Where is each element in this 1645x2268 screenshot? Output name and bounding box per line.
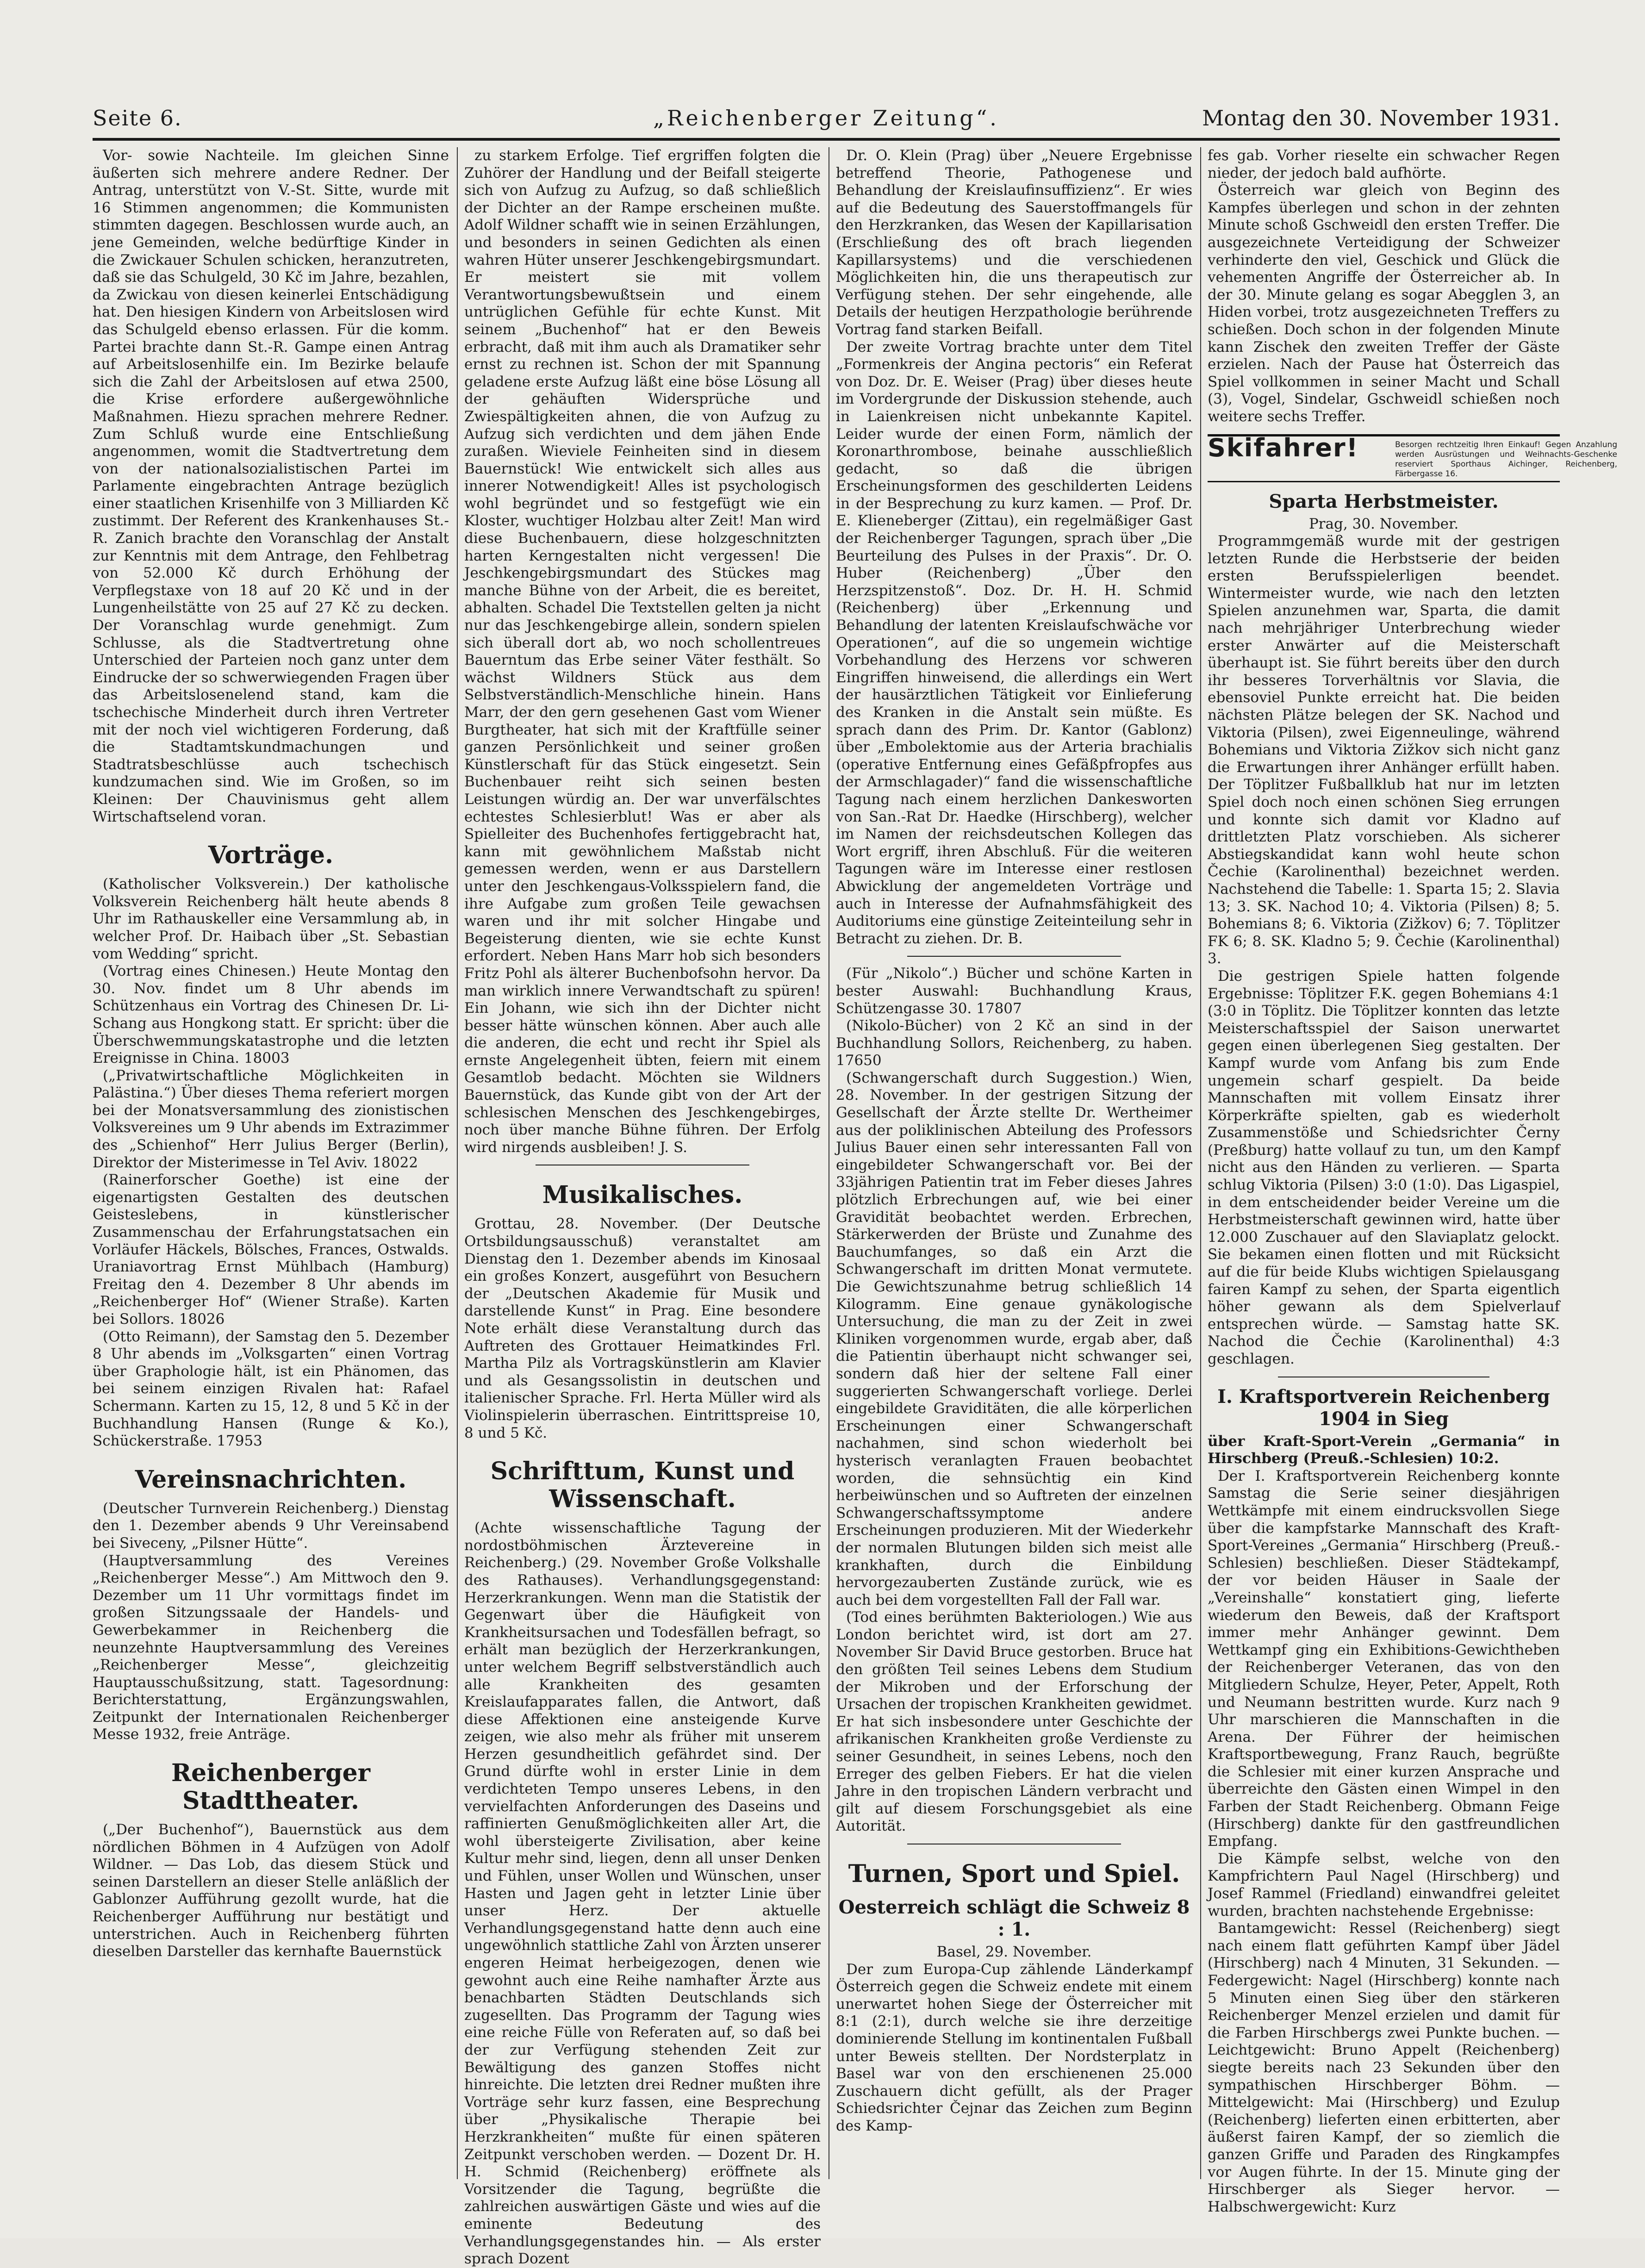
dateline: Basel, 29. November. [936, 1944, 1092, 1960]
advertisement [1208, 433, 1617, 482]
section-heading-theater: Reichenberger Stadttheater. [171, 1759, 371, 1815]
article-text: Österreich war gleich von Beginn des Kampfes überlegen und schon in der zehnten Minute schoß Gschweidl den ersten Treffer. Die ausgezeichnete Verteidigung der Schweizer verhinderte den viel, Geschick und Glück die vehementen Angriffe der Österreicher ab. In der 30. Minute gelang es sogar Abegglen 3, an Hiden vorbei, trotz ausgezeichneten Treffers zu schießen. Doch schon in der folgenden Minute kann Zischek den zweiten Treffer der Gäste erzielen. Nach der Pause hat Österreich das Spiel vollkommen in seiner Macht und Schall (3), Vogel, Sindelar, Gschweidl schießen noch weitere sechs Treffer. [1208, 182, 1560, 425]
section-heading-musik: Musikalisches. [542, 1181, 743, 1209]
article-text: Der I. Kraftsportverein Reichenberg konnte Samstag die Serie seiner diesjährigen Wettkämpfe mit einem eindrucksvollen Siege über die kampfstarke Mannschaft des Kraft-Sport-Vereines „Germania“ Hirschberg (Preuß.-Schlesien) beschließen. Dieser Städtekampf, der vor beiden Häuser in Saale der „Vereinshalle“ konstatiert ging, lieferte wiederum den Beweis, daß der Kraftsport immer mehr Anhänger gewinnt. Dem Wettkampf ging ein Exhibitions-Gewichtheben der Reichenberger Veteranen, das von den Mitgliedern Schulze, Heyer, Peter, Appelt, Roth und Neumann bestritten wurde. Kurz nach 9 Uhr marschieren die Mannschaften in die Arena. Der Führer der heimischen Kraftsportbewegung, Franz Rauch, begrüßte die Schlesier mit einer kurzen Ansprache und überreichte den Gästen einen Wimpel in den Farben der Stadt Reichenberg. Obmann Feige (Hirschberg) dankte für den gastfreundlichen Empfang. [1208, 1467, 1560, 1850]
notice: Grottau, 28. November. (Der Deutsche Ortsbildungsausschuß) veranstaltet am Dienstag den 1. Dezember abends im Kinosaal ein großes Konzert, ausgeführt von Besuchern der „Deutschen Akademie für Musik und darstellende Kunst“ in Prag. Eine besondere Note erhält diese Veranstaltung durch das Auftreten des Grottauer Heimatkindes Frl. Martha Pilz als Vortragskünstlerin am Klavier und als Gesangssolistin in deutschen und italienischer Sprache. Frl. Herta Müller wird als Violinspielerin überraschen. Eintrittspreise 10, 8 und 5 Kč. [464, 1215, 821, 1441]
section-heading-vortraege: Vorträge. [208, 841, 334, 870]
section-heading-vereine: Vereinsnachrichten. [135, 1465, 407, 1494]
column-divider [457, 147, 458, 2179]
notice: (Otto Reimann), der Samstag den 5. Dezember 8 Uhr abends im „Volksgarten“ einen Vortrag über Graphologie hält, ist ein Phänomen, das bei seinem einzigen Rivalen hat: Rafael Schermann. Karten zu 15, 12, 8 und 5 Kč in der Buchhandlung Hansen (Runge & Ko.), Schückerstraße. 17953 [93, 1328, 449, 1450]
section-heading-sport: Turnen, Sport und Spiel. [848, 1860, 1180, 1888]
column-3 [836, 147, 1192, 2184]
divider [907, 956, 1121, 957]
dateline: Prag, 30. November. [1309, 515, 1459, 532]
notice: (Rainerforscher Goethe) ist eine der eigenartigsten Gestalten des deutschen Geisteslebens, in künstlerischer Zusammenschau der Erfahrungstatsachen ein Vorläufer Häckels, Bölsches, Frances, Ostwalds. Uraniavortrag Ernst Mühlbach (Hamburg) Freitag den 4. Dezember 8 Uhr abends im „Reichenberger Hof“ (Wiener Straße). Karten bei Sollors. 18026 [93, 1171, 449, 1327]
news-item: (Schwangerschaft durch Suggestion.) Wien, 28. November. In der gestrigen Sitzung der Gesellschaft der Ärzte stellte Dr. Wertheimer aus der poliklinischen Abteilung des Professors Julius Bauer einen sehr interessanten Fall von eingebildeter Schwangerschaft vor. Bei der 33jährigen Patientin trat im Feber dieses Jahres plötzlich Erbrechungen auf, wie bei einer Gravidität beobachtet werden. Erbrechen, Stärkerwerden der Brüste und Zunahme des Bauchumfanges, so daß ein Arzt die Schwangerschaft im dritten Monat vermutete. Die Gewichtszunahme betrug schließlich 14 Kilogramm. Eine genaue gynäkologische Untersuchung, die man zu der Zeit in zwei Kliniken vorgenommen wurde, ergab aber, daß die Patientin überhaupt nicht schwanger sei, sondern daß hier der seltene Fall einer suggerierten Schwangerschaft vorliege. Derlei eingebildete Graviditäten, die alle körperlichen Erscheinungen einer Schwangerschaft nachahmen, sind schon wiederholt bei hysterisch veranlagten Frauen beobachtet worden, die sehnsüchtig ein Kind herbeiwünschen und so Auftreten der einzelnen Schwangerschaftssymptome andere Erscheinungen produzieren. Mit der Wiederkehr der normalen Blutungen bilden sich meist alle krankhaften, durch die Einbildung hervorgezauberten Zustände zurück, wie es auch bei dem vorgestellten Fall der Fall war. [836, 1069, 1192, 1608]
column-2 [464, 147, 821, 2268]
ad-headline: Skifahrer! [1208, 433, 1359, 462]
sub-heading: I. Kraftsportverein Reichenberg 1904 in Sieg [1217, 1385, 1550, 1430]
section-heading-schrifttum: Schrifttum, Kunst und Wissenschaft. [490, 1457, 795, 1514]
notice: (Hauptversammlung des Vereines „Reichenberger Messe“.) Am Mittwoch den 9. Dezember um 11 Uhr vormittags findet im großen Sitzungssaale der Handels- und Gewerbekammer in Reichenberg die neunzehnte Hauptversammlung des Vereines „Reichenberger Messe“, gleichzeitig Hauptausschußsitzung, statt. Tagesordnung: Berichterstattung, Ergänzungswahlen, Zeitpunkt der Internationalen Reichenberger Messe 1932, freie Anträge. [93, 1552, 449, 1743]
article-text: Bantamgewicht: Ressel (Reichenberg) siegt nach einem flatt geführten Kampf über Jädel (Hirschberg) nach 4 Minuten, 31 Sekunden. — Federgewicht: Nagel (Hirschberg) konnte nach 5 Minuten einen Sieg über den stärkeren Reichenberger Menzel erzielen und damit für die Farben Hirschbergs zwei Punkte buchen. — Leichtgewicht: Bruno Appelt (Reichenberg) siegte bereits nach 23 Sekunden über den sympathischen Hirschberger Böhm. — Mittelgewicht: Mai (Hirschberg) und Ezulup (Reichenberg) lieferten einen erbitterten, aber äußerst fairen Kampf, der so ziemlich die ganzen Griffe und Paraden des Ringkampfes vor Augen führte. In der 15. Minute ging der Hirschberger als Sieger hervor. — Halbschwergewicht: Kurz [1208, 1920, 1560, 2215]
header-rule [93, 138, 1560, 141]
column-divider [1200, 147, 1201, 2179]
page-header [93, 106, 1560, 135]
article-text: fes gab. Vorher rieselte ein schwacher Regen nieder, der jedoch bald aufhörte. [1208, 147, 1560, 181]
issue-date: Montag den 30. November 1931. [1202, 106, 1560, 131]
classified-notice: (Nikolo-Bücher) von 2 Kč an sind in der Buchhandlung Sollors, Reichenberg, zu haben. 17650 [836, 1017, 1192, 1069]
notice: („Privatwirtschaftliche Möglichkeiten in Palästina.“) Über dieses Thema referiert morgen bei der Monatsversammlung des zionistischen Volksvereines um 9 Uhr abends im Extrazimmer des „Schienhof“ Herr Julius Berger (Berlin), Direktor der Misterimesse in Tel Aviv. 18022 [93, 1067, 449, 1171]
sub-heading: Sparta Herbstmeister. [1269, 490, 1499, 512]
notice: (Vortrag eines Chinesen.) Heute Montag den 30. Nov. findet um 8 Uhr abends im Schützenhaus ein Vortrag des Chinesen Dr. Li-Schang aus Hongkong statt. Er spricht: über die Überschwemmungskatastrophe und die letzten Ereignisse in China. 18003 [93, 963, 449, 1067]
article-text: Der zum Europa-Cup zählende Länderkampf Österreich gegen die Schweiz endete mit einem unerwartet hohen Siege der Österreicher mit 8:1 (2:1), durch welche sie ihre derzeitige dominierende Stellung im kontinentalen Fußball unter Beweis stellten. Der Nordsterplatz in Basel war von den erschienenen 25.000 Zuschauern dicht gefüllt, als der Prager Schiedsrichter Čejnar das Zeichen zum Beginn des Kamp- [836, 1961, 1192, 2134]
article-text: Die gestrigen Spiele hatten folgende Ergebnisse: Töplitzer F.K. gegen Bohemians 4:1 (3:0 in Töplitz. Die Töplitzer konnten das letzte Meisterschaftsspiel der Saison unerwartet gegen einen überlegenen Sieg gestalten. Der Kampf wurde vom Anfang bis zum Ende ungemein scharf gespielt. Da beide Mannschaften mit vollem Einsatz ihrer Körperkräfte spielten, gab es wiederholt Zusammenstöße und Schiedsrichter Černy (Preßburg) hatte vollauf zu tun, um den Kampf nicht aus den Händen zu verlieren. — Sparta schlug Viktoria (Pilsen) 3:0 (1:0). Das Ligaspiel, in dem entscheidender beider Vereine um die Herbstmeisterschaft gewinnen wird, hatte über 12.000 Zuschauer auf den Slaviaplatz gelockt. Sie bekamen einen flotten und mit Rücksicht auf die für beide Klubs wichtigen Spielausgang fairen Kampf zu sehen, der Sparta eigentlich höher gewann als dem Spielverlauf entsprechen würde. — Samstag hatte SK. Nachod die Čechie (Karolinenthal) 4:3 geschlagen. [1208, 967, 1560, 1367]
column-1 [93, 147, 449, 2184]
article-text: Vor- sowie Nachteile. Im gleichen Sinne äußerten sich mehrere andere Redner. Der Antrag, unterstützt von V.-St. Sitte, wurde mit 16 Stimmen angenommen; die Kommunisten stimmten dagegen. Beschlossen wurde auch, an jene Gemeinden, welche bedürftige Kinder in die Zwickauer Schulen schicken, heranzutreten, daß sie das Schulgeld, 30 Kč im Jahre, bezahlen, da Zwickau von diesen keinerlei Entschädigung hat. Den hiesigen Kindern von Arbeitslosen wird das Schulgeld ebenso erlassen. Für die komm. Partei brachte dann St.-R. Gampe einen Antrag auf Arbeitslosenhilfe ein. Im Bezirke belaufe sich die Zahl der Arbeitslosen auf etwa 2500, die Krise erfordere außergewöhnliche Maßnahmen. Hiezu sprachen mehrere Redner. Zum Schluß wurde eine Entschließung angenommen, womit die Stadtvertretung dem von der nationalsozialistischen Partei im Parlamente eingebrachten Antrage bezüglich einer staatlichen Krisenhilfe von 3 Milliarden Kč zustimmt. Der Referent des Krankenhauses St.-R. Zanich brachte den Voranschlag der Anstalt zur Kenntnis mit dem Antrage, den Fehlbetrag von 52.000 Kč durch Erhöhung der Verpflegstaxe von 18 auf 20 Kč und in der Lungenheilstätte von 25 auf 27 Kč zu decken. Der Voranschlag wurde genehmigt. Zum Schlusse, als die Stadtvertretung ohne Unterschied der Parteien noch ganz unter dem Eindrucke der so schwerwiegenden Fragen über das Arbeitslosenelend stand, kam die tschechische Minderheit durch ihren Vertreter mit der noch viel wichtigeren Forderung, daß die Stadtamtskundmachungen und Stadtratsbeschlüsse auch tschechisch kundzumachen sind. Wie im Großen, so im Kleinen: Der Chauvinismus geht allem Wirtschaftselend voran. [93, 147, 449, 825]
notice: (Deutscher Turnverein Reichenberg.) Dienstag den 1. Dezember abends 9 Uhr Vereinsabend bei Siveceny, „Pilsner Hütte“. [93, 1500, 449, 1551]
article-text: Programmgemäß wurde mit der gestrigen letzten Runde die Herbstserie der beiden ersten Berufsspielerligen beendet. Wintermeister wurde, wie nach den letzten Spielen anzunehmen war, Sparta, die damit nach mehrjähriger Unterbrechung wieder erster Anwärter auf die Meisterschaft überhaupt ist. Sie führt bereits über den durch ihr besseres Torverhältnis vor Slavia, die ebensoviel Punkte erreicht hat. Die beiden nächsten Plätze belegen der SK. Nachod und Viktoria (Pilsen), zwei Eigenneulinge, während Bohemians und Viktoria Zižkov sich nicht ganz die Erwartungen ihrer Anhänger erfüllt haben. Der Töplitzer Fußballklub hat nur im letzten Spiel doch noch einen schönen Sieg errungen und konnte sich damit vor Kladno auf drittletzten Platz vorschieben. Als sicherer Abstiegskandidat kann wohl heute schon Čechie (Karolinenthal) bezeichnet werden. Nachstehend die Tabelle: 1. Sparta 15; 2. Slavia 13; 3. SK. Nachod 10; 4. Viktoria (Pilsen) 8; 5. Bohemians 8; 6. Viktoria (Zižkov) 6; 7. Töplitzer FK 6; 8. SK. Kladno 5; 9. Čechie (Karolinenthal) 3. [1208, 533, 1560, 967]
news-item: (Tod eines berühmten Bakteriologen.) Wie aus London berichtet wird, ist dort am 27. November Sir David Bruce gestorben. Bruce hat den größten Teil seines Lebens dem Studium der Mikroben und der Erforschung der Ursachen der tropischen Krankheiten gewidmet. Er hat sich insbesondere unter Geschichte der afrikanischen Krankheiten große Verdienste zu seiner Gesundheit, in seines Lebens, noch den Erreger des gelben Fiebers. Er hat die vielen Jahre in den tropischen Ländern verbracht und gilt auf diesem Forschungsgebiet als eine Autorität. [836, 1609, 1192, 1835]
review-text: („Der Buchenhof“), Bauernstück aus dem nördlichen Böhmen in 4 Aufzügen von Adolf Wildner. — Das Lob, das diesem Stück und seinen Darstellern an dieser Stelle anläßlich der Gablonzer Aufführung gezollt wurde, hat die Reichenberger Aufführung nur bestätigt und unterstrichen. Auch in Reichenberg führten dieselben Darsteller das kernhafte Bauernstück [93, 1821, 449, 1960]
notice: (Katholischer Volksverein.) Der katholische Volksverein Reichenberg hält heute abends 8 Uhr im Rathauskeller eine Versammlung ab, in welcher Prof. Dr. Haibach über „St. Sebastian vom Wedding“ spricht. [93, 876, 449, 962]
sub-heading: Oesterreich schlägt die Schweiz 8 : 1. [838, 1896, 1190, 1940]
article-text: Dr. O. Klein (Prag) über „Neuere Ergebnisse betreffend Theorie, Pathogenese und Behandlung der Kreislaufinsuffizienz“. Er wies auf die Bedeutung des Sauerstoffmangels für den Herzkranken, das Wesen der Kapillarisation (Erschließung des oft brach liegenden Kapillarsystems) und die verschiedenen Möglichkeiten hin, die uns therapeutisch zur Verfügung stehen. Der sehr eingehende, alle Details der heutigen Herzpathologie berührende Vortrag fand starken Beifall. [836, 147, 1192, 338]
article-text: (Achte wissenschaftliche Tagung der nordostböhmischen Ärztevereine in Reichenberg.) (29. November Große Volkshalle des Rathauses). Verhandlungsgegenstand: Herzerkrankungen. Wenn man die Statistik der Gegenwart über die Häufigkeit von Krankheitsursachen und Todesfällen befragt, so erhält man bezüglich der Herzerkrankungen, unter welchem Begriff selbstverständlich auch alle Krankheiten des gesamten Kreislaufapparates fallen, die Antwort, daß diese Affektionen eine ansteigende Kurve zeigen, wie also mehr als früher mit unserem Herzen gesundheitlich gefährdet sind. Der Grund dürfte wohl in erster Linie in dem verdichteten Tempo unseres Lebens, in den vervielfachten Anforderungen des Daseins und raffinierten Genußmöglichkeiten aller Art, die wohl übersteigerte Zivilisation, aber keine Kultur mehr sind, liegen, denn all unser Denken und Fühlen, unser Wollen und Wünschen, unser Hasten und Jagen geht in letzter Linie über unser Herz. Der aktuelle Verhandlungsgegenstand hatte denn auch eine ungewöhnlich stattliche Zahl von Ärzten unserer engeren Heimat herbeigezogen, denen wie gewohnt auch eine Reihe namhafter Ärzte aus benachbarten Städten Deutschlands sich zugesellten. Das Programm der Tagung wies eine reiche Fülle von Referaten auf, so daß bei der zur Verfügung stehenden Zeit zur Bewältigung des ganzen Stoffes nicht hinreichte. Die letzten drei Redner mußten ihre Vorträge sehr kurz fassen, eine Besprechung über „Physikalische Therapie bei Herzkrankheiten“ mußte für einen späteren Zeitpunkt verschoben werden. — Dozent Dr. H. H. Schmid (Reichenberg) eröffnete als Vorsitzender die Tagung, begrüßte die zahlreichen auswärtigen Gäste und wies auf die eminente Bedeutung des Verhandlungsgegenstandes hin. — Als erster sprach Dozent [464, 1520, 821, 2268]
column-4 [1208, 147, 1617, 2215]
page-number: Seite 6. [93, 106, 182, 131]
ad-text: Besorgen rechtzeitig Ihren Einkauf! Gegen Anzahlung werden Ausrüstungen und Weihnachts-Geschenke reserviert Sporthaus Aichinger, Reichenberg, Färbergasse 16. [1395, 440, 1617, 479]
classified-notice: (Für „Nikolo“.) Bücher und schöne Karten in bester Auswahl: Buchhandlung Kraus, Schützengasse 30. 17807 [836, 965, 1192, 1017]
newspaper-title: „Reichenberger Zeitung“. [653, 106, 999, 131]
sub-heading-line: über Kraft-Sport-Verein „Germania“ in Hirschberg (Preuß.-Schlesien) 10:2. [1208, 1433, 1560, 1467]
article-text: Die Kämpfe selbst, welche von den Kampfrichtern Paul Nagel (Hirschberg) und Josef Rammel (Friedland) einwandfrei geleitet wurden, brachten nachstehende Ergebnisse: [1208, 1850, 1560, 1919]
review-text: zu starkem Erfolge. Tief ergriffen folgten die Zuhörer der Handlung und der Beifall steigerte sich von Aufzug zu Aufzug, so daß schließlich der Dichter an der Rampe erscheinen mußte. Adolf Wildner schafft wie in seinen Erzählungen, und besonders in seinen Gedichten als einen wahren Hüter unserer Jeschkengebirgsmundart. Er meistert sie mit vollem Verantwortungsbewußtsein und einem untrüglichen Gefühle für echte Kunst. Mit seinem „Buchenhof“ hat er den Beweis erbracht, daß mit ihm auch als Dramatiker sehr ernst zu rechnen ist. Schon der mit Spannung geladene erste Aufzug läßt eine böse Lösung all der gehäuften Widersprüche und Zwiespältigkeiten ahnen, die von Aufzug zu Aufzug sich verdichten und dem jähen Ende zuraßen. Wieviele Feinheiten sind in diesem Bauernstück! Wie entwickelt sich alles aus innerer Notwendigkeit! Alles ist psychologisch wohl begründet und so festgefügt wie ein Kloster, wuchtiger Holzbau alter Zeit! Man wird diese Buchenbauern, diese holzgeschnitzten harten Kerngestalten nicht vergessen! Die Jeschkengebirgsmundart des Stückes mag manche Bühne von der Arbeit, die es bereitet, abhalten. Schadel Die Textstellen gelten ja nicht nur das Jeschkengebirge allein, sondern spielen sich überall dort ab, wo noch schollentreues Bauerntum das Erbe seiner Väter festhält. So wächst Wildners Stück aus dem Selbstverständlich-Menschliche hinein. Hans Marr, der den gern gesehenen Gast vom Wiener Burgtheater, hat sich mit der Kraftfülle seiner ganzen Persönlichkeit und seiner großen Künstlerschaft für das Stück eingesetzt. Sein Buchenbauer reiht sich seinen besten Leistungen würdig an. Der war unverfälschtes echtestes Schlesierblut! Was er aber als Spielleiter des Buchenhofes fertiggebracht hat, kann mit gewöhnlichem Maßstab nicht gemessen werden, wenn er aus Darstellern unter den Jeschkengaus-Volksspielern fand, die ihre Aufgabe zum großen Teile gewachsen waren und ihr mit solcher Hingabe und Begeisterung dienten, wie sie echte Kunst erfordert. Neben Hans Marr hob sich besonders Fritz Pohl als älterer Buchenbofsohn hervor. Da man wirklich innere Verwandtschaft zu spüren! Ein Johann, wie sich ihn der Dichter nicht besser hätte wünschen können. Aber auch alle die anderen, die echt und recht ihr Spiel als ernste Angelegenheit übten, feiern mit einem Gesamtlob bedacht. Möchten sie Wildners Bauernstück, das Kunde gibt von der Art der schlesischen Menschen des Jeschkengebirges, noch über manche Bühne führen. Der Erfolg wird nirgends ausbleiben! J. S. [464, 147, 821, 1156]
article-text: Der zweite Vortrag brachte unter dem Titel „Formenkreis der Angina pectoris“ ein Referat von Doz. Dr. E. Weiser (Prag) über dieses heute im Vordergrunde der Diskussion stehende, auch in Laienkreisen nicht unbekannte Kapitel. Leider wurde der einen Form, nämlich der Koronarthrombose, beinahe ausschließlich gedacht, so daß die übrigen Erscheinungsformen des geschilderten Leidens in der Besprechung zu kurz kamen. — Prof. Dr. E. Klieneberger (Zittau), ein regelmäßiger Gast der Reichenberger Tagungen, sprach über „Die Beurteilung des Pulses in der Praxis“. Dr. O. Huber (Reichenberg) „Über den Herzspitzenstoß“. Doz. Dr. H. H. Schmid (Reichenberg) über „Erkennung und Behandlung der latenten Kreislaufschwäche vor Operationen“, auf die so ungemein wichtige Vorbehandlung des Herzens vor schweren Eingriffen hinweisend, die allerdings ein Wert der hausärztlichen Tätigkeit vor Einlieferung des Kranken in die Anstalt sein müßte. Es sprach dann des Prim. Dr. Kantor (Gablonz) über „Embolektomie aus der Arteria brachialis (operative Entfernung eines Gefäßpfropfes aus der Armschlagader)“ fand die wissenschaftliche Tagung nach einem herzlichen Dankesworten von San.-Rat Dr. Haedke (Hirschberg), welcher im Namen der reichsdeutschen Kollegen das Wort ergriff, ihren Abschluß. Für die weiteren Tagungen wäre im Interesse einer restlosen Abwicklung der angemeldeten Vorträge und auch in Interesse der Aufnahmsfähigkeit des Auditoriums eine günstige Zeiteinteilung sehr in Betracht zu ziehen. Dr. B. [836, 338, 1192, 947]
